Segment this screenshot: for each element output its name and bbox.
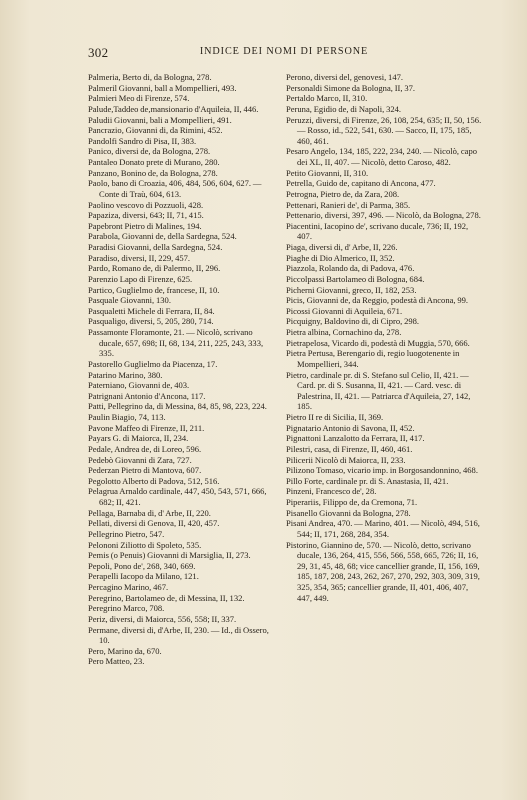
index-entry: Paterniano, Giovanni de, 403. [88, 380, 190, 391]
index-entry: Pisani Andrea, 470. — Marino, 401. — Nicolò, 494, 516, 544; II, 171, 268, 284, 354. [286, 518, 480, 539]
index-entry: Pellegrino Pietro, 547. [88, 528, 165, 539]
index-entry: Petrella, Guido de, capitano di Ancona, 477. [286, 178, 436, 189]
index-entry: Patrignani Antonio d'Ancona, 117. [88, 390, 206, 401]
index-entry: Personaldi Simone da Bologna, II, 37. [286, 82, 416, 93]
index-entry: Piaghe di Dio Almerico, II, 352. [286, 252, 395, 263]
index-entry: Patti, Pellegrino da, di Messina, 84, 85, 98, 223, 224. [88, 401, 267, 412]
index-entry: Payars G. di Maiorca, II, 234. [88, 433, 189, 444]
index-entry: Paradiso, diversi, II, 229, 457. [88, 252, 191, 263]
index-entry: Pederzan Pietro di Mantova, 607. [88, 465, 202, 476]
index-entry: Pertaldo Marco, II, 310. [286, 93, 368, 104]
page-number: 302 [88, 45, 109, 60]
index-entry: Piperariis, Filippo de, da Cremona, 71. [286, 497, 418, 507]
index-entry: Partico, Guglielmo de, francese, II, 10. [88, 284, 220, 295]
index-entry: Palude,Taddeo de,mansionario d'Aquileia, II, 446. [88, 103, 259, 114]
index-entry: Picquigny, Baldovino di, di Cipro, 298. [286, 316, 420, 327]
index-entry: Panico, diversi de, da Bologna, 278. [88, 146, 211, 157]
index-entry: Pietro, cardinale pr. di S. Stefano sul Celio, II, 421. — Card. pr. di S. Susanna, II, 421. — Card. vesc. di Palestrina, II, 421. — Patriarca d'Aquileia, 27, 142, 185. [286, 369, 471, 412]
index-entry: Periz, diversi, di Maiorca, 556, 558; II, 337. [88, 613, 237, 624]
index-entry: Pasquale Giovanni, 130. [88, 295, 171, 306]
index-entry: Perono, diversi del, genovesi, 147. [286, 72, 404, 82]
index-entry: Palmeril Giovanni, ball a Mompellieri, 493. [88, 82, 237, 93]
index-entry: Pegolotto Alberto di Padova, 512, 516. [88, 475, 220, 486]
index-entry: Pedebò Giovanni di Zara, 727. [88, 454, 192, 465]
index-entry: Peregrino Marco, 708. [88, 603, 165, 614]
index-entry: Pedale, Andrea de, di Loreo, 596. [88, 443, 202, 454]
index-entry: Pignattoni Lanzalotto da Ferrara, II, 417. [286, 433, 425, 444]
index-entry: Parabola, Giovanni de, della Sardegna, 524. [88, 231, 237, 242]
index-entry: Pillo Forte, cardinale pr. di S. Anastasia, II, 421. [286, 475, 449, 486]
page-header [88, 45, 480, 59]
index-entry: Perapelli Iacopo da Milano, 121. [88, 571, 199, 582]
index-entry: Piacentini, Iacopino de', scrivano ducale, 736; II, 192, 407. [286, 220, 469, 242]
index-entry: Papaziza, diversi, 643; II, 71, 415. [88, 210, 204, 221]
index-entry: Piaga, diversi di, d' Arbe, II, 226. [286, 242, 398, 252]
index-entry: Palmeria, Berto di, da Bologna, 278. [88, 72, 212, 82]
index-entry: Panzano, Bonino de, da Bologna, 278. [88, 167, 218, 178]
index-entry: Pelononi Ziliotto di Spoleto, 535. [88, 539, 202, 550]
index-entry: Paulin Biagio, 74, 113. [88, 412, 166, 422]
index-entry: Peregrino, Bartolameo de, di Messina, II, 132. [88, 592, 245, 603]
index-entry: Paludii Giovanni, bali a Mompellieri, 491. [88, 114, 232, 125]
index-entry: Pilizono Tomaso, vicario imp. in Borgosandonnino, 468. [286, 465, 478, 476]
index-entry: Palmieri Meo di Firenze, 574. [88, 93, 190, 104]
index-entry: Paradisi Giovanni, della Sardegna, 524. [88, 242, 223, 252]
index-entry: Pistorino, Giannino de, 570. — Nicolò, detto, scrivano ducale, 136, 264, 415, 556, 566, 558, 665, 726; II, 16, 29, 31, 45, 48, 68; vice cancellier grande, II, 156, 169, 185, 187, 208, 243, 262, 267, 270, 292, 303, 309, 319, 325, 354, 365; cancellier grande, II, 401, 406, 407, 447, 449. [286, 539, 480, 603]
index-entry: Piazzola, Rolando da, di Padova, 476. [286, 263, 415, 274]
index-entry: Pinzeni, Francesco de', 28. [286, 486, 377, 497]
index-entry: Pietra Pertusa, Berengario di, regio luogotenente in Mompellieri, 344. [286, 348, 460, 369]
index-entry: Pepoli, Pono de', 268, 340, 669. [88, 560, 196, 571]
index-entry: Piccolpassi Bartolameo di Bologna, 684. [286, 273, 425, 284]
index-entry: Pietro II re di Sicilia, II, 369. [286, 412, 384, 422]
index-entry: Pasqualetti Michele di Ferrara, II, 84. [88, 305, 215, 316]
index-entry: Pietrapelosa, Vicardo di, podestà di Muggia, 570, 666. [286, 337, 470, 348]
index-entry: Pilicerii Nicolò di Maiorca, II, 233. [286, 454, 406, 465]
index-entry: Pelagrua Arnaldo cardinale, 447, 450, 543, 571, 666, 682; II, 421. [88, 486, 267, 507]
index-entry: Pettenari, Ranieri de', di Parma, 385. [286, 199, 411, 210]
index-entry: Picherni Giovanni, greco, II, 182, 253. [286, 284, 417, 295]
index-entry: Pardo, Romano de, di Palermo, II, 296. [88, 263, 221, 274]
index-entry: Percagino Marino, 467. [88, 582, 169, 592]
index-entry: Parenzio Lapo di Firenze, 625. [88, 273, 193, 284]
running-title: INDICE DEI NOMI DI PERSONE [199, 46, 369, 57]
index-entry: Paolo, bano di Croazia, 406, 484, 506, 604, 627. — Conte di Traù, 604, 613. [88, 178, 262, 199]
index-entry: Pero, Marino da, 670. [88, 645, 162, 656]
index-entry: Pisanello Giovanni da Bologna, 278. [286, 507, 411, 518]
index-entry: Picis, Giovanni de, da Reggio, podestà di Ancona, 99. [286, 295, 469, 306]
index-entry: Pesaro Angelo, 134, 185, 222, 234, 240. — Nicolò, capo dei XL, II, 407. — Nicolò, detto Caroso, 482. [286, 146, 478, 167]
index-entry: Pignatario Antonio di Savona, II, 452. [286, 422, 415, 433]
index-entry: Picossi Giovanni di Aquileia, 671. [286, 305, 403, 316]
index-entry: Passamonte Floramonte, 21. — Nicolò, scrivano ducale, 657, 698; II, 68, 134, 211, 225, 243, 333, 335. [88, 327, 264, 359]
index-entry: Pantaleo Donato prete di Murano, 280. [88, 157, 220, 167]
index-entry: Paolino vescovo di Pozzuoli, 428. [88, 199, 204, 210]
index-entry: Permane, diversi di, d'Arbe, II, 230. — Id., di Ossero, 10. [88, 624, 269, 646]
index-entry: Petito Giovanni, II, 310. [286, 167, 369, 178]
index-entry: Pancrazio, Giovanni di, da Rimini, 452. [88, 125, 223, 136]
index-entry: Pellaga, Barnaba di, d' Arbe, II, 220. [88, 507, 211, 518]
index-column-right [286, 72, 482, 603]
index-entry: Peruna, Egidio de, di Napoli, 324. [286, 103, 402, 114]
index-entry: Pettenario, diversi, 397, 496. — Nicolò, da Bologna, 278. [286, 210, 481, 221]
index-entry: Pastorello Guglielmo da Piacenza, 17. [88, 358, 218, 369]
index-entry: Papebront Pietro di Malines, 194. [88, 220, 202, 231]
index-entry: Petrogna, Pietro de, da Zara, 208. [286, 188, 400, 199]
index-entry: Patarino Marino, 380. [88, 369, 163, 380]
index-entry: Peruzzi, diversi, di Firenze, 26, 108, 254, 635; II, 50, 156. — Rosso, id., 522, 541, 630. — Sacco, II, 175, 185, 460, 461. [286, 114, 482, 146]
index-entry: Pasqualigo, diversi, 5, 205, 280, 714. [88, 316, 214, 327]
index-column-left [88, 72, 278, 667]
index-entry: Pilestri, casa, di Firenze, II, 460, 461. [286, 443, 413, 454]
index-entry: Pero Matteo, 23. [88, 656, 145, 667]
index-entry: Pemis (o Penuis) Giovanni di Marsiglia, II, 273. [88, 550, 251, 561]
index-entry: Pandolfi Sandro di Pisa, II, 383. [88, 135, 197, 146]
index-entry: Pavone Maffeo di Firenze, II, 211. [88, 422, 205, 433]
index-entry: Pietra albina, Cornachino da, 278. [286, 327, 402, 337]
index-entry: Pellati, diversi di Genova, II, 420, 457. [88, 518, 220, 529]
